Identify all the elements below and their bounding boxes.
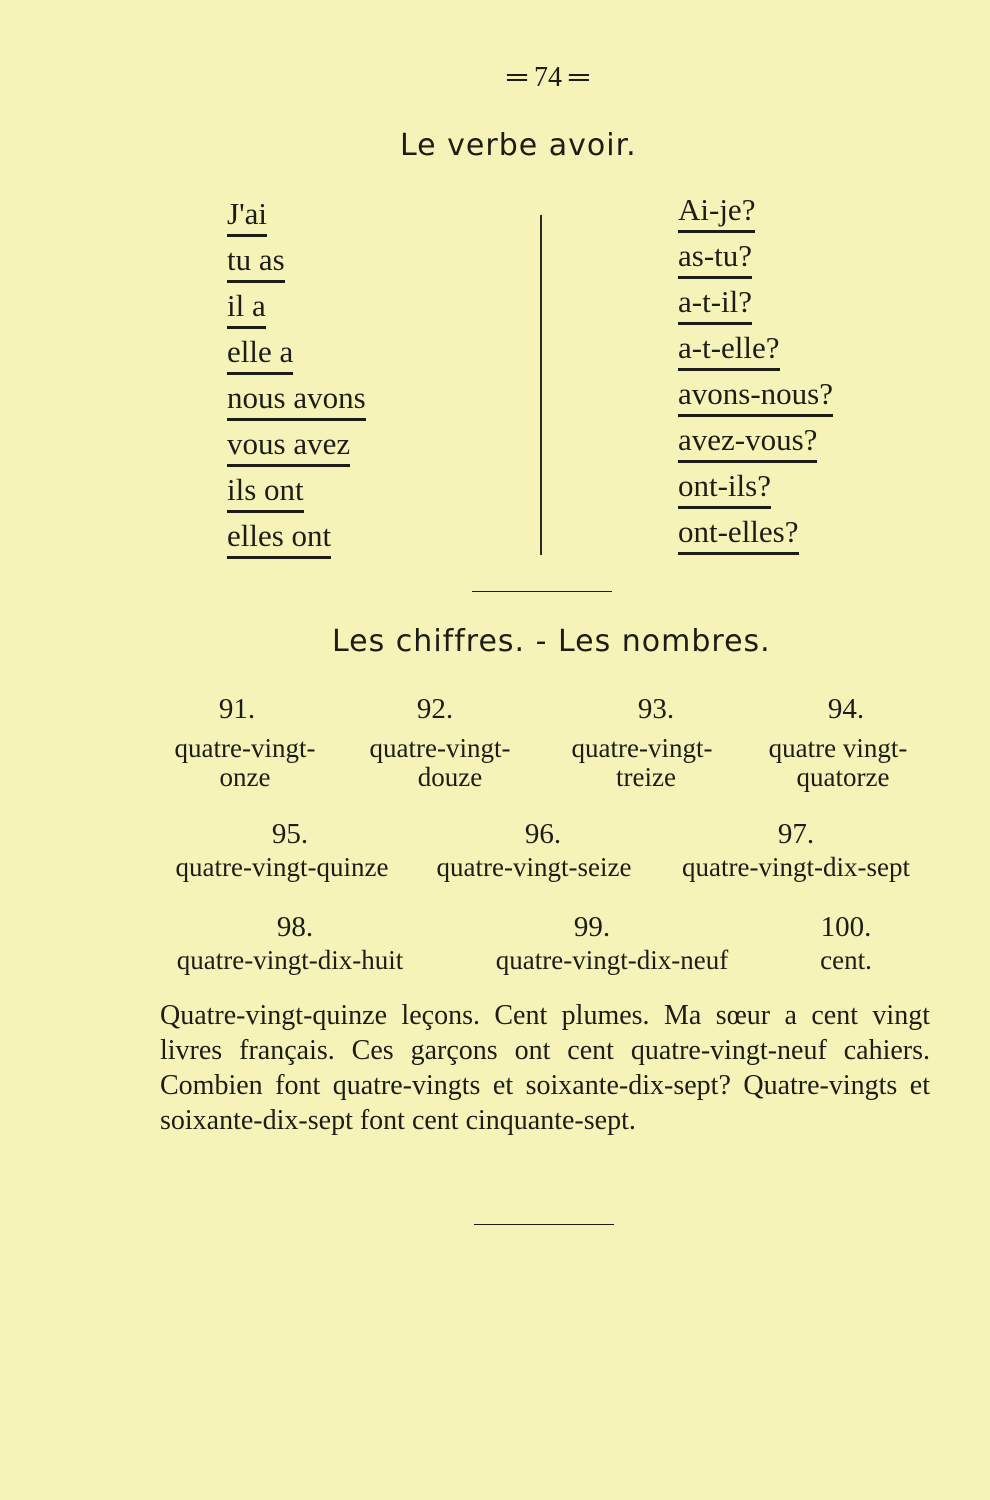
number-95: 95. <box>271 818 309 850</box>
number-word-line1: quatre-vingt- <box>571 733 713 763</box>
conjugation-item: a-t-il? <box>678 286 752 325</box>
conjugation-item: a-t-elle? <box>678 332 780 371</box>
example-paragraph: Quatre-vingt-quinze leçons. Cent plumes. Ma sœur a cent vingt livres français. Ces garçons ont cent quatre-vingt-neuf cahiers. Combien font quatre-vingts et soixante-dix-sept? Quatre-vingts et soixante-dix-sept font cent cinquante-sept. <box>160 1000 930 1136</box>
number-word: cent. <box>820 945 872 975</box>
number-word: quatre-vingt-dix-neuf <box>495 945 729 975</box>
number-word-line2: onze <box>219 762 271 792</box>
conjugation-item: Ai-je? <box>678 194 755 233</box>
conjugation-item: ont-ils? <box>678 470 771 509</box>
conjugation-item: vous avez <box>227 428 350 467</box>
conjugation-item: nous avons <box>227 382 366 421</box>
number-word-line1: quatre vingt- <box>768 733 908 763</box>
conjugation-item: ont-elles? <box>678 516 799 555</box>
number-word-line2: treize <box>616 762 676 792</box>
conjugation-item: avez-vous? <box>678 424 817 463</box>
conjugation-item: il a <box>227 290 266 329</box>
number-97: 97. <box>777 818 815 850</box>
number-word-line1: quatre-vingt- <box>369 733 511 763</box>
number-word: quatre-vingt-quinze <box>175 852 389 882</box>
end-separator <box>474 1224 614 1225</box>
column-divider <box>540 215 542 555</box>
number-word-line1: quatre-vingt- <box>174 733 316 763</box>
conjugation-item: ils ont <box>227 474 304 513</box>
number-93: 93. <box>637 693 675 725</box>
number-99: 99. <box>573 911 611 943</box>
conjugation-item: as-tu? <box>678 240 752 279</box>
conjugation-item: tu as <box>227 244 285 283</box>
number-word: quatre-vingt-seize <box>436 852 632 882</box>
section-separator <box>472 591 612 592</box>
section-title-verb: Le verbe avoir. <box>400 128 637 163</box>
number-91: 91. <box>218 693 256 725</box>
number-96: 96. <box>524 818 562 850</box>
number-word-line2: douze <box>417 762 483 792</box>
conjugation-item: avons-nous? <box>678 378 833 417</box>
conjugation-item: elle a <box>227 336 293 375</box>
number-word-line2: quatorze <box>796 762 890 792</box>
number-94: 94. <box>827 693 865 725</box>
number-word: quatre-vingt-dix-huit <box>176 945 404 975</box>
number-100: 100. <box>820 911 872 943</box>
conjugation-item: elles ont <box>227 520 331 559</box>
section-title-numbers: Les chiffres. - Les nombres. <box>332 624 771 659</box>
number-word: quatre-vingt-dix-sept <box>682 852 910 882</box>
page-number: ═ 74 ═ <box>507 62 589 93</box>
conjugation-item: J'ai <box>227 198 267 237</box>
number-92: 92. <box>416 693 454 725</box>
number-98: 98. <box>276 911 314 943</box>
